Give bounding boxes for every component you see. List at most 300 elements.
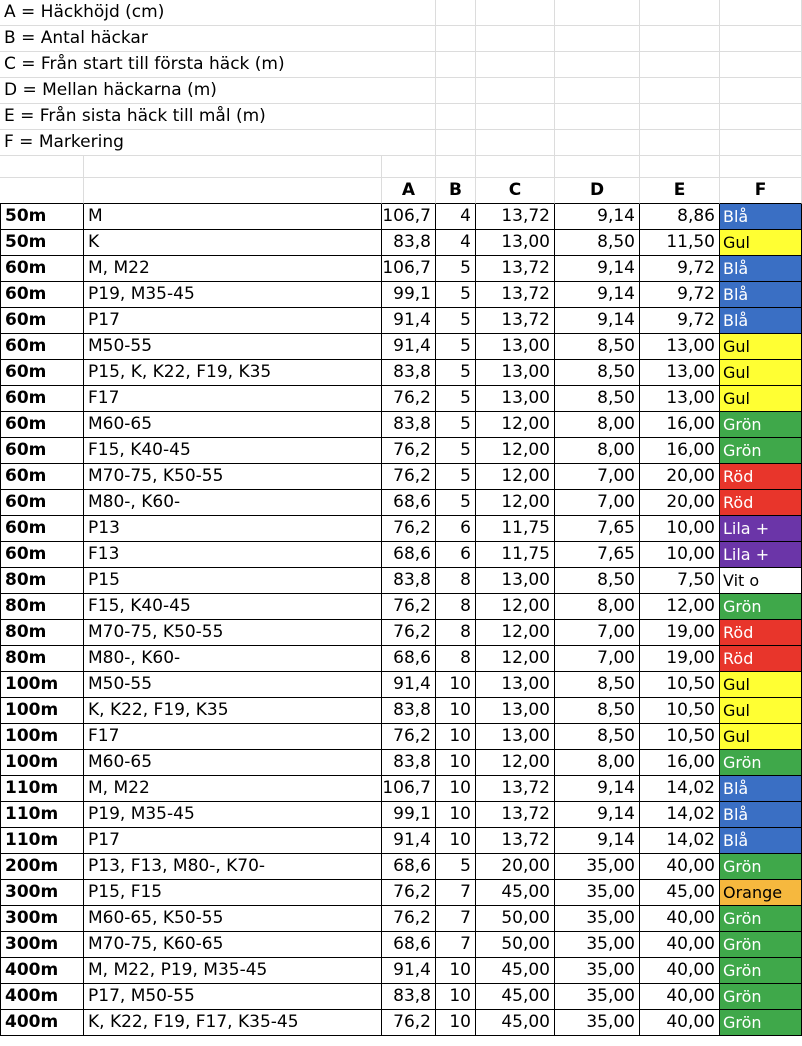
legend-text[interactable]: F = Markering xyxy=(0,130,382,156)
value-cell-a[interactable]: 68,6 xyxy=(382,854,436,880)
marker-cell[interactable]: Röd xyxy=(720,646,802,672)
value-cell-a[interactable]: 83,8 xyxy=(382,984,436,1010)
distance-cell[interactable]: 80m xyxy=(0,646,84,672)
class-cell[interactable]: M60-65 xyxy=(84,750,382,776)
class-cell[interactable]: F17 xyxy=(84,386,382,412)
marker-cell[interactable]: Grön xyxy=(720,438,802,464)
value-cell-e[interactable]: 12,00 xyxy=(640,594,720,620)
marker-cell[interactable]: Blå xyxy=(720,828,802,854)
marker-cell[interactable]: Lila + xyxy=(720,542,802,568)
value-cell-e[interactable]: 19,00 xyxy=(640,646,720,672)
class-cell[interactable]: M70-75, K50-55 xyxy=(84,620,382,646)
distance-cell[interactable]: 80m xyxy=(0,594,84,620)
value-cell-e[interactable]: 10,50 xyxy=(640,724,720,750)
distance-cell[interactable]: 60m xyxy=(0,360,84,386)
value-cell-c[interactable]: 12,00 xyxy=(476,412,555,438)
class-cell[interactable]: M50-55 xyxy=(84,334,382,360)
column-header-d[interactable]: D xyxy=(555,178,640,204)
value-cell-d[interactable]: 7,00 xyxy=(555,620,640,646)
class-cell[interactable]: P17 xyxy=(84,828,382,854)
empty-cell[interactable] xyxy=(555,130,640,156)
distance-cell[interactable]: 100m xyxy=(0,724,84,750)
marker-cell[interactable]: Gul xyxy=(720,334,802,360)
empty-cell[interactable] xyxy=(436,0,476,26)
value-cell-d[interactable]: 8,00 xyxy=(555,750,640,776)
legend-text[interactable]: D = Mellan häckarna (m) xyxy=(0,78,382,104)
column-header-f[interactable]: F xyxy=(720,178,802,204)
value-cell-c[interactable]: 12,00 xyxy=(476,750,555,776)
marker-cell[interactable]: Gul xyxy=(720,386,802,412)
distance-cell[interactable]: 60m xyxy=(0,464,84,490)
value-cell-d[interactable]: 8,50 xyxy=(555,672,640,698)
class-cell[interactable]: M60-65 xyxy=(84,412,382,438)
value-cell-b[interactable]: 10 xyxy=(436,750,476,776)
value-cell-e[interactable]: 9,72 xyxy=(640,308,720,334)
value-cell-c[interactable]: 13,72 xyxy=(476,282,555,308)
class-cell[interactable]: F15, K40-45 xyxy=(84,594,382,620)
empty-cell[interactable] xyxy=(476,78,555,104)
class-cell[interactable]: K xyxy=(84,230,382,256)
distance-cell[interactable]: 60m xyxy=(0,386,84,412)
value-cell-b[interactable]: 10 xyxy=(436,828,476,854)
empty-cell[interactable] xyxy=(84,156,382,178)
marker-cell[interactable]: Röd xyxy=(720,464,802,490)
empty-cell[interactable] xyxy=(476,0,555,26)
marker-cell[interactable]: Gul xyxy=(720,672,802,698)
value-cell-c[interactable]: 13,00 xyxy=(476,724,555,750)
distance-cell[interactable]: 80m xyxy=(0,568,84,594)
distance-cell[interactable]: 200m xyxy=(0,854,84,880)
value-cell-a[interactable]: 106,7 xyxy=(382,256,436,282)
empty-cell[interactable] xyxy=(640,156,720,178)
legend-text[interactable]: B = Antal häckar xyxy=(0,26,382,52)
value-cell-e[interactable]: 10,50 xyxy=(640,698,720,724)
value-cell-e[interactable]: 40,00 xyxy=(640,854,720,880)
value-cell-c[interactable]: 50,00 xyxy=(476,932,555,958)
value-cell-b[interactable]: 5 xyxy=(436,256,476,282)
value-cell-e[interactable]: 20,00 xyxy=(640,490,720,516)
marker-cell[interactable]: Blå xyxy=(720,256,802,282)
value-cell-e[interactable]: 40,00 xyxy=(640,932,720,958)
empty-cell[interactable] xyxy=(436,52,476,78)
empty-cell[interactable] xyxy=(720,52,802,78)
value-cell-b[interactable]: 6 xyxy=(436,516,476,542)
empty-cell[interactable] xyxy=(555,78,640,104)
value-cell-b[interactable]: 10 xyxy=(436,672,476,698)
distance-cell[interactable]: 110m xyxy=(0,802,84,828)
empty-cell[interactable] xyxy=(640,52,720,78)
empty-cell[interactable] xyxy=(436,104,476,130)
distance-cell[interactable]: 60m xyxy=(0,542,84,568)
value-cell-a[interactable]: 83,8 xyxy=(382,750,436,776)
marker-cell[interactable]: Grön xyxy=(720,412,802,438)
value-cell-c[interactable]: 45,00 xyxy=(476,984,555,1010)
column-header-b[interactable]: B xyxy=(436,178,476,204)
value-cell-b[interactable]: 5 xyxy=(436,438,476,464)
class-cell[interactable]: M70-75, K60-65 xyxy=(84,932,382,958)
value-cell-d[interactable]: 35,00 xyxy=(555,932,640,958)
empty-cell[interactable] xyxy=(720,0,802,26)
marker-cell[interactable]: Grön xyxy=(720,932,802,958)
value-cell-c[interactable]: 13,00 xyxy=(476,672,555,698)
value-cell-e[interactable]: 45,00 xyxy=(640,880,720,906)
value-cell-d[interactable]: 9,14 xyxy=(555,308,640,334)
class-cell[interactable]: M, M22, P19, M35-45 xyxy=(84,958,382,984)
value-cell-b[interactable]: 5 xyxy=(436,464,476,490)
value-cell-b[interactable]: 8 xyxy=(436,594,476,620)
value-cell-e[interactable]: 40,00 xyxy=(640,1010,720,1036)
value-cell-a[interactable]: 76,2 xyxy=(382,880,436,906)
value-cell-c[interactable]: 12,00 xyxy=(476,594,555,620)
legend-text[interactable]: A = Häckhöjd (cm) xyxy=(0,0,382,26)
value-cell-c[interactable]: 13,00 xyxy=(476,698,555,724)
empty-cell[interactable] xyxy=(640,26,720,52)
empty-cell[interactable] xyxy=(476,130,555,156)
empty-cell[interactable] xyxy=(436,156,476,178)
value-cell-d[interactable]: 8,00 xyxy=(555,438,640,464)
legend-text[interactable]: E = Från sista häck till mål (m) xyxy=(0,104,382,130)
distance-cell[interactable]: 60m xyxy=(0,438,84,464)
class-cell[interactable]: M, M22 xyxy=(84,256,382,282)
empty-cell[interactable] xyxy=(476,104,555,130)
distance-cell[interactable]: 110m xyxy=(0,776,84,802)
empty-cell[interactable] xyxy=(555,156,640,178)
value-cell-c[interactable]: 11,75 xyxy=(476,542,555,568)
value-cell-a[interactable]: 91,4 xyxy=(382,672,436,698)
value-cell-c[interactable]: 13,72 xyxy=(476,776,555,802)
marker-cell[interactable]: Lila + xyxy=(720,516,802,542)
value-cell-a[interactable]: 76,2 xyxy=(382,724,436,750)
value-cell-e[interactable]: 7,50 xyxy=(640,568,720,594)
value-cell-b[interactable]: 10 xyxy=(436,984,476,1010)
class-cell[interactable]: M80-, K60- xyxy=(84,490,382,516)
marker-cell[interactable]: Grön xyxy=(720,906,802,932)
value-cell-b[interactable]: 5 xyxy=(436,490,476,516)
value-cell-c[interactable]: 45,00 xyxy=(476,880,555,906)
class-cell[interactable]: F17 xyxy=(84,724,382,750)
class-cell[interactable]: K, K22, F19, F17, K35-45 xyxy=(84,1010,382,1036)
distance-cell[interactable]: 300m xyxy=(0,932,84,958)
distance-cell[interactable]: 50m xyxy=(0,230,84,256)
class-cell[interactable]: P15, K, K22, F19, K35 xyxy=(84,360,382,386)
value-cell-d[interactable]: 8,50 xyxy=(555,360,640,386)
value-cell-d[interactable]: 8,50 xyxy=(555,230,640,256)
class-cell[interactable]: P13, F13, M80-, K70- xyxy=(84,854,382,880)
value-cell-a[interactable]: 99,1 xyxy=(382,282,436,308)
column-header-blank[interactable] xyxy=(84,178,382,204)
value-cell-d[interactable]: 7,65 xyxy=(555,516,640,542)
value-cell-e[interactable]: 13,00 xyxy=(640,386,720,412)
value-cell-a[interactable]: 68,6 xyxy=(382,932,436,958)
class-cell[interactable]: M70-75, K50-55 xyxy=(84,464,382,490)
empty-cell[interactable] xyxy=(555,52,640,78)
class-cell[interactable]: P19, M35-45 xyxy=(84,802,382,828)
value-cell-d[interactable]: 8,50 xyxy=(555,724,640,750)
marker-cell[interactable]: Grön xyxy=(720,594,802,620)
value-cell-e[interactable]: 40,00 xyxy=(640,984,720,1010)
value-cell-a[interactable]: 68,6 xyxy=(382,490,436,516)
value-cell-a[interactable]: 83,8 xyxy=(382,230,436,256)
value-cell-d[interactable]: 8,00 xyxy=(555,412,640,438)
marker-cell[interactable]: Gul xyxy=(720,230,802,256)
empty-cell[interactable] xyxy=(640,104,720,130)
empty-cell[interactable] xyxy=(382,78,436,104)
column-header-blank[interactable] xyxy=(0,178,84,204)
marker-cell[interactable]: Grön xyxy=(720,750,802,776)
value-cell-d[interactable]: 35,00 xyxy=(555,906,640,932)
value-cell-c[interactable]: 50,00 xyxy=(476,906,555,932)
value-cell-b[interactable]: 7 xyxy=(436,932,476,958)
value-cell-c[interactable]: 20,00 xyxy=(476,854,555,880)
legend-text[interactable]: C = Från start till första häck (m) xyxy=(0,52,382,78)
value-cell-e[interactable]: 14,02 xyxy=(640,776,720,802)
distance-cell[interactable]: 60m xyxy=(0,256,84,282)
marker-cell[interactable]: Blå xyxy=(720,802,802,828)
empty-cell[interactable] xyxy=(720,26,802,52)
empty-cell[interactable] xyxy=(476,156,555,178)
empty-cell[interactable] xyxy=(382,156,436,178)
marker-cell[interactable]: Gul xyxy=(720,698,802,724)
value-cell-d[interactable]: 7,65 xyxy=(555,542,640,568)
value-cell-e[interactable]: 13,00 xyxy=(640,360,720,386)
marker-cell[interactable]: Vit o xyxy=(720,568,802,594)
marker-cell[interactable]: Grön xyxy=(720,854,802,880)
value-cell-d[interactable]: 8,00 xyxy=(555,594,640,620)
value-cell-c[interactable]: 13,72 xyxy=(476,256,555,282)
class-cell[interactable]: P13 xyxy=(84,516,382,542)
distance-cell[interactable]: 400m xyxy=(0,958,84,984)
value-cell-c[interactable]: 13,00 xyxy=(476,386,555,412)
value-cell-b[interactable]: 5 xyxy=(436,854,476,880)
class-cell[interactable]: M60-65, K50-55 xyxy=(84,906,382,932)
value-cell-d[interactable]: 35,00 xyxy=(555,958,640,984)
class-cell[interactable]: P15 xyxy=(84,568,382,594)
value-cell-d[interactable]: 35,00 xyxy=(555,854,640,880)
value-cell-c[interactable]: 12,00 xyxy=(476,490,555,516)
distance-cell[interactable]: 50m xyxy=(0,204,84,230)
value-cell-c[interactable]: 13,72 xyxy=(476,204,555,230)
value-cell-d[interactable]: 9,14 xyxy=(555,802,640,828)
value-cell-a[interactable]: 91,4 xyxy=(382,334,436,360)
value-cell-a[interactable]: 83,8 xyxy=(382,360,436,386)
value-cell-a[interactable]: 83,8 xyxy=(382,412,436,438)
value-cell-e[interactable]: 10,00 xyxy=(640,516,720,542)
distance-cell[interactable]: 100m xyxy=(0,750,84,776)
empty-cell[interactable] xyxy=(720,130,802,156)
value-cell-e[interactable]: 10,00 xyxy=(640,542,720,568)
value-cell-c[interactable]: 13,00 xyxy=(476,568,555,594)
distance-cell[interactable]: 60m xyxy=(0,282,84,308)
distance-cell[interactable]: 80m xyxy=(0,620,84,646)
value-cell-c[interactable]: 13,72 xyxy=(476,308,555,334)
value-cell-a[interactable]: 68,6 xyxy=(382,542,436,568)
empty-cell[interactable] xyxy=(436,26,476,52)
value-cell-b[interactable]: 5 xyxy=(436,386,476,412)
value-cell-a[interactable]: 106,7 xyxy=(382,776,436,802)
value-cell-c[interactable]: 12,00 xyxy=(476,646,555,672)
value-cell-a[interactable]: 76,2 xyxy=(382,438,436,464)
distance-cell[interactable]: 100m xyxy=(0,698,84,724)
value-cell-b[interactable]: 10 xyxy=(436,802,476,828)
value-cell-b[interactable]: 5 xyxy=(436,282,476,308)
class-cell[interactable]: P19, M35-45 xyxy=(84,282,382,308)
distance-cell[interactable]: 400m xyxy=(0,1010,84,1036)
value-cell-d[interactable]: 7,00 xyxy=(555,490,640,516)
value-cell-b[interactable]: 7 xyxy=(436,880,476,906)
empty-cell[interactable] xyxy=(555,26,640,52)
value-cell-c[interactable]: 45,00 xyxy=(476,958,555,984)
marker-cell[interactable]: Gul xyxy=(720,724,802,750)
distance-cell[interactable]: 100m xyxy=(0,672,84,698)
value-cell-b[interactable]: 4 xyxy=(436,230,476,256)
distance-cell[interactable]: 300m xyxy=(0,906,84,932)
value-cell-e[interactable]: 14,02 xyxy=(640,802,720,828)
empty-cell[interactable] xyxy=(720,104,802,130)
distance-cell[interactable]: 300m xyxy=(0,880,84,906)
value-cell-d[interactable]: 9,14 xyxy=(555,776,640,802)
class-cell[interactable]: M50-55 xyxy=(84,672,382,698)
value-cell-c[interactable]: 13,72 xyxy=(476,802,555,828)
distance-cell[interactable]: 60m xyxy=(0,490,84,516)
class-cell[interactable]: K, K22, F19, K35 xyxy=(84,698,382,724)
value-cell-e[interactable]: 9,72 xyxy=(640,282,720,308)
marker-cell[interactable]: Röd xyxy=(720,490,802,516)
value-cell-b[interactable]: 10 xyxy=(436,776,476,802)
value-cell-e[interactable]: 11,50 xyxy=(640,230,720,256)
column-header-e[interactable]: E xyxy=(640,178,720,204)
value-cell-e[interactable]: 20,00 xyxy=(640,464,720,490)
value-cell-b[interactable]: 5 xyxy=(436,308,476,334)
value-cell-a[interactable]: 76,2 xyxy=(382,594,436,620)
marker-cell[interactable]: Blå xyxy=(720,204,802,230)
marker-cell[interactable]: Blå xyxy=(720,282,802,308)
distance-cell[interactable]: 400m xyxy=(0,984,84,1010)
value-cell-e[interactable]: 8,86 xyxy=(640,204,720,230)
value-cell-e[interactable]: 9,72 xyxy=(640,256,720,282)
value-cell-c[interactable]: 13,00 xyxy=(476,230,555,256)
class-cell[interactable]: P17, M50-55 xyxy=(84,984,382,1010)
value-cell-c[interactable]: 12,00 xyxy=(476,464,555,490)
value-cell-b[interactable]: 5 xyxy=(436,412,476,438)
empty-cell[interactable] xyxy=(476,26,555,52)
distance-cell[interactable]: 60m xyxy=(0,308,84,334)
value-cell-e[interactable]: 40,00 xyxy=(640,906,720,932)
value-cell-c[interactable]: 12,00 xyxy=(476,438,555,464)
empty-cell[interactable] xyxy=(382,52,436,78)
value-cell-e[interactable]: 19,00 xyxy=(640,620,720,646)
value-cell-b[interactable]: 10 xyxy=(436,1010,476,1036)
value-cell-b[interactable]: 8 xyxy=(436,646,476,672)
class-cell[interactable]: P17 xyxy=(84,308,382,334)
value-cell-d[interactable]: 9,14 xyxy=(555,282,640,308)
marker-cell[interactable]: Grön xyxy=(720,1010,802,1036)
value-cell-e[interactable]: 16,00 xyxy=(640,750,720,776)
empty-cell[interactable] xyxy=(382,26,436,52)
marker-cell[interactable]: Orange xyxy=(720,880,802,906)
empty-cell[interactable] xyxy=(555,104,640,130)
value-cell-e[interactable]: 14,02 xyxy=(640,828,720,854)
value-cell-d[interactable]: 9,14 xyxy=(555,828,640,854)
value-cell-d[interactable]: 35,00 xyxy=(555,880,640,906)
value-cell-a[interactable]: 68,6 xyxy=(382,646,436,672)
value-cell-e[interactable]: 16,00 xyxy=(640,412,720,438)
value-cell-a[interactable]: 83,8 xyxy=(382,698,436,724)
marker-cell[interactable]: Röd xyxy=(720,620,802,646)
distance-cell[interactable]: 60m xyxy=(0,334,84,360)
marker-cell[interactable]: Grön xyxy=(720,958,802,984)
empty-cell[interactable] xyxy=(436,78,476,104)
distance-cell[interactable]: 110m xyxy=(0,828,84,854)
value-cell-a[interactable]: 76,2 xyxy=(382,906,436,932)
value-cell-d[interactable]: 35,00 xyxy=(555,1010,640,1036)
value-cell-b[interactable]: 6 xyxy=(436,542,476,568)
value-cell-d[interactable]: 9,14 xyxy=(555,204,640,230)
value-cell-d[interactable]: 8,50 xyxy=(555,334,640,360)
marker-cell[interactable]: Blå xyxy=(720,308,802,334)
distance-cell[interactable]: 60m xyxy=(0,412,84,438)
value-cell-c[interactable]: 13,00 xyxy=(476,334,555,360)
empty-cell[interactable] xyxy=(476,52,555,78)
value-cell-a[interactable]: 91,4 xyxy=(382,308,436,334)
value-cell-a[interactable]: 76,2 xyxy=(382,386,436,412)
value-cell-c[interactable]: 13,00 xyxy=(476,360,555,386)
marker-cell[interactable]: Blå xyxy=(720,776,802,802)
value-cell-e[interactable]: 13,00 xyxy=(640,334,720,360)
value-cell-d[interactable]: 7,00 xyxy=(555,464,640,490)
distance-cell[interactable]: 60m xyxy=(0,516,84,542)
value-cell-b[interactable]: 7 xyxy=(436,906,476,932)
value-cell-b[interactable]: 10 xyxy=(436,698,476,724)
value-cell-e[interactable]: 16,00 xyxy=(640,438,720,464)
value-cell-e[interactable]: 40,00 xyxy=(640,958,720,984)
value-cell-b[interactable]: 4 xyxy=(436,204,476,230)
value-cell-a[interactable]: 91,4 xyxy=(382,828,436,854)
value-cell-a[interactable]: 76,2 xyxy=(382,620,436,646)
empty-cell[interactable] xyxy=(0,156,84,178)
value-cell-d[interactable]: 35,00 xyxy=(555,984,640,1010)
value-cell-a[interactable]: 91,4 xyxy=(382,958,436,984)
value-cell-b[interactable]: 10 xyxy=(436,724,476,750)
value-cell-d[interactable]: 8,50 xyxy=(555,698,640,724)
value-cell-d[interactable]: 8,50 xyxy=(555,568,640,594)
empty-cell[interactable] xyxy=(720,78,802,104)
class-cell[interactable]: M, M22 xyxy=(84,776,382,802)
column-header-c[interactable]: C xyxy=(476,178,555,204)
empty-cell[interactable] xyxy=(640,130,720,156)
empty-cell[interactable] xyxy=(555,0,640,26)
value-cell-a[interactable]: 76,2 xyxy=(382,1010,436,1036)
empty-cell[interactable] xyxy=(436,130,476,156)
value-cell-c[interactable]: 13,72 xyxy=(476,828,555,854)
value-cell-c[interactable]: 11,75 xyxy=(476,516,555,542)
value-cell-c[interactable]: 12,00 xyxy=(476,620,555,646)
value-cell-d[interactable]: 9,14 xyxy=(555,256,640,282)
marker-cell[interactable]: Grön xyxy=(720,984,802,1010)
marker-cell[interactable]: Gul xyxy=(720,360,802,386)
empty-cell[interactable] xyxy=(382,130,436,156)
value-cell-b[interactable]: 5 xyxy=(436,334,476,360)
value-cell-a[interactable]: 76,2 xyxy=(382,464,436,490)
value-cell-a[interactable]: 83,8 xyxy=(382,568,436,594)
class-cell[interactable]: F15, K40-45 xyxy=(84,438,382,464)
value-cell-c[interactable]: 45,00 xyxy=(476,1010,555,1036)
class-cell[interactable]: M80-, K60- xyxy=(84,646,382,672)
empty-cell[interactable] xyxy=(382,0,436,26)
value-cell-d[interactable]: 8,50 xyxy=(555,386,640,412)
class-cell[interactable]: F13 xyxy=(84,542,382,568)
value-cell-b[interactable]: 8 xyxy=(436,568,476,594)
class-cell[interactable]: M xyxy=(84,204,382,230)
